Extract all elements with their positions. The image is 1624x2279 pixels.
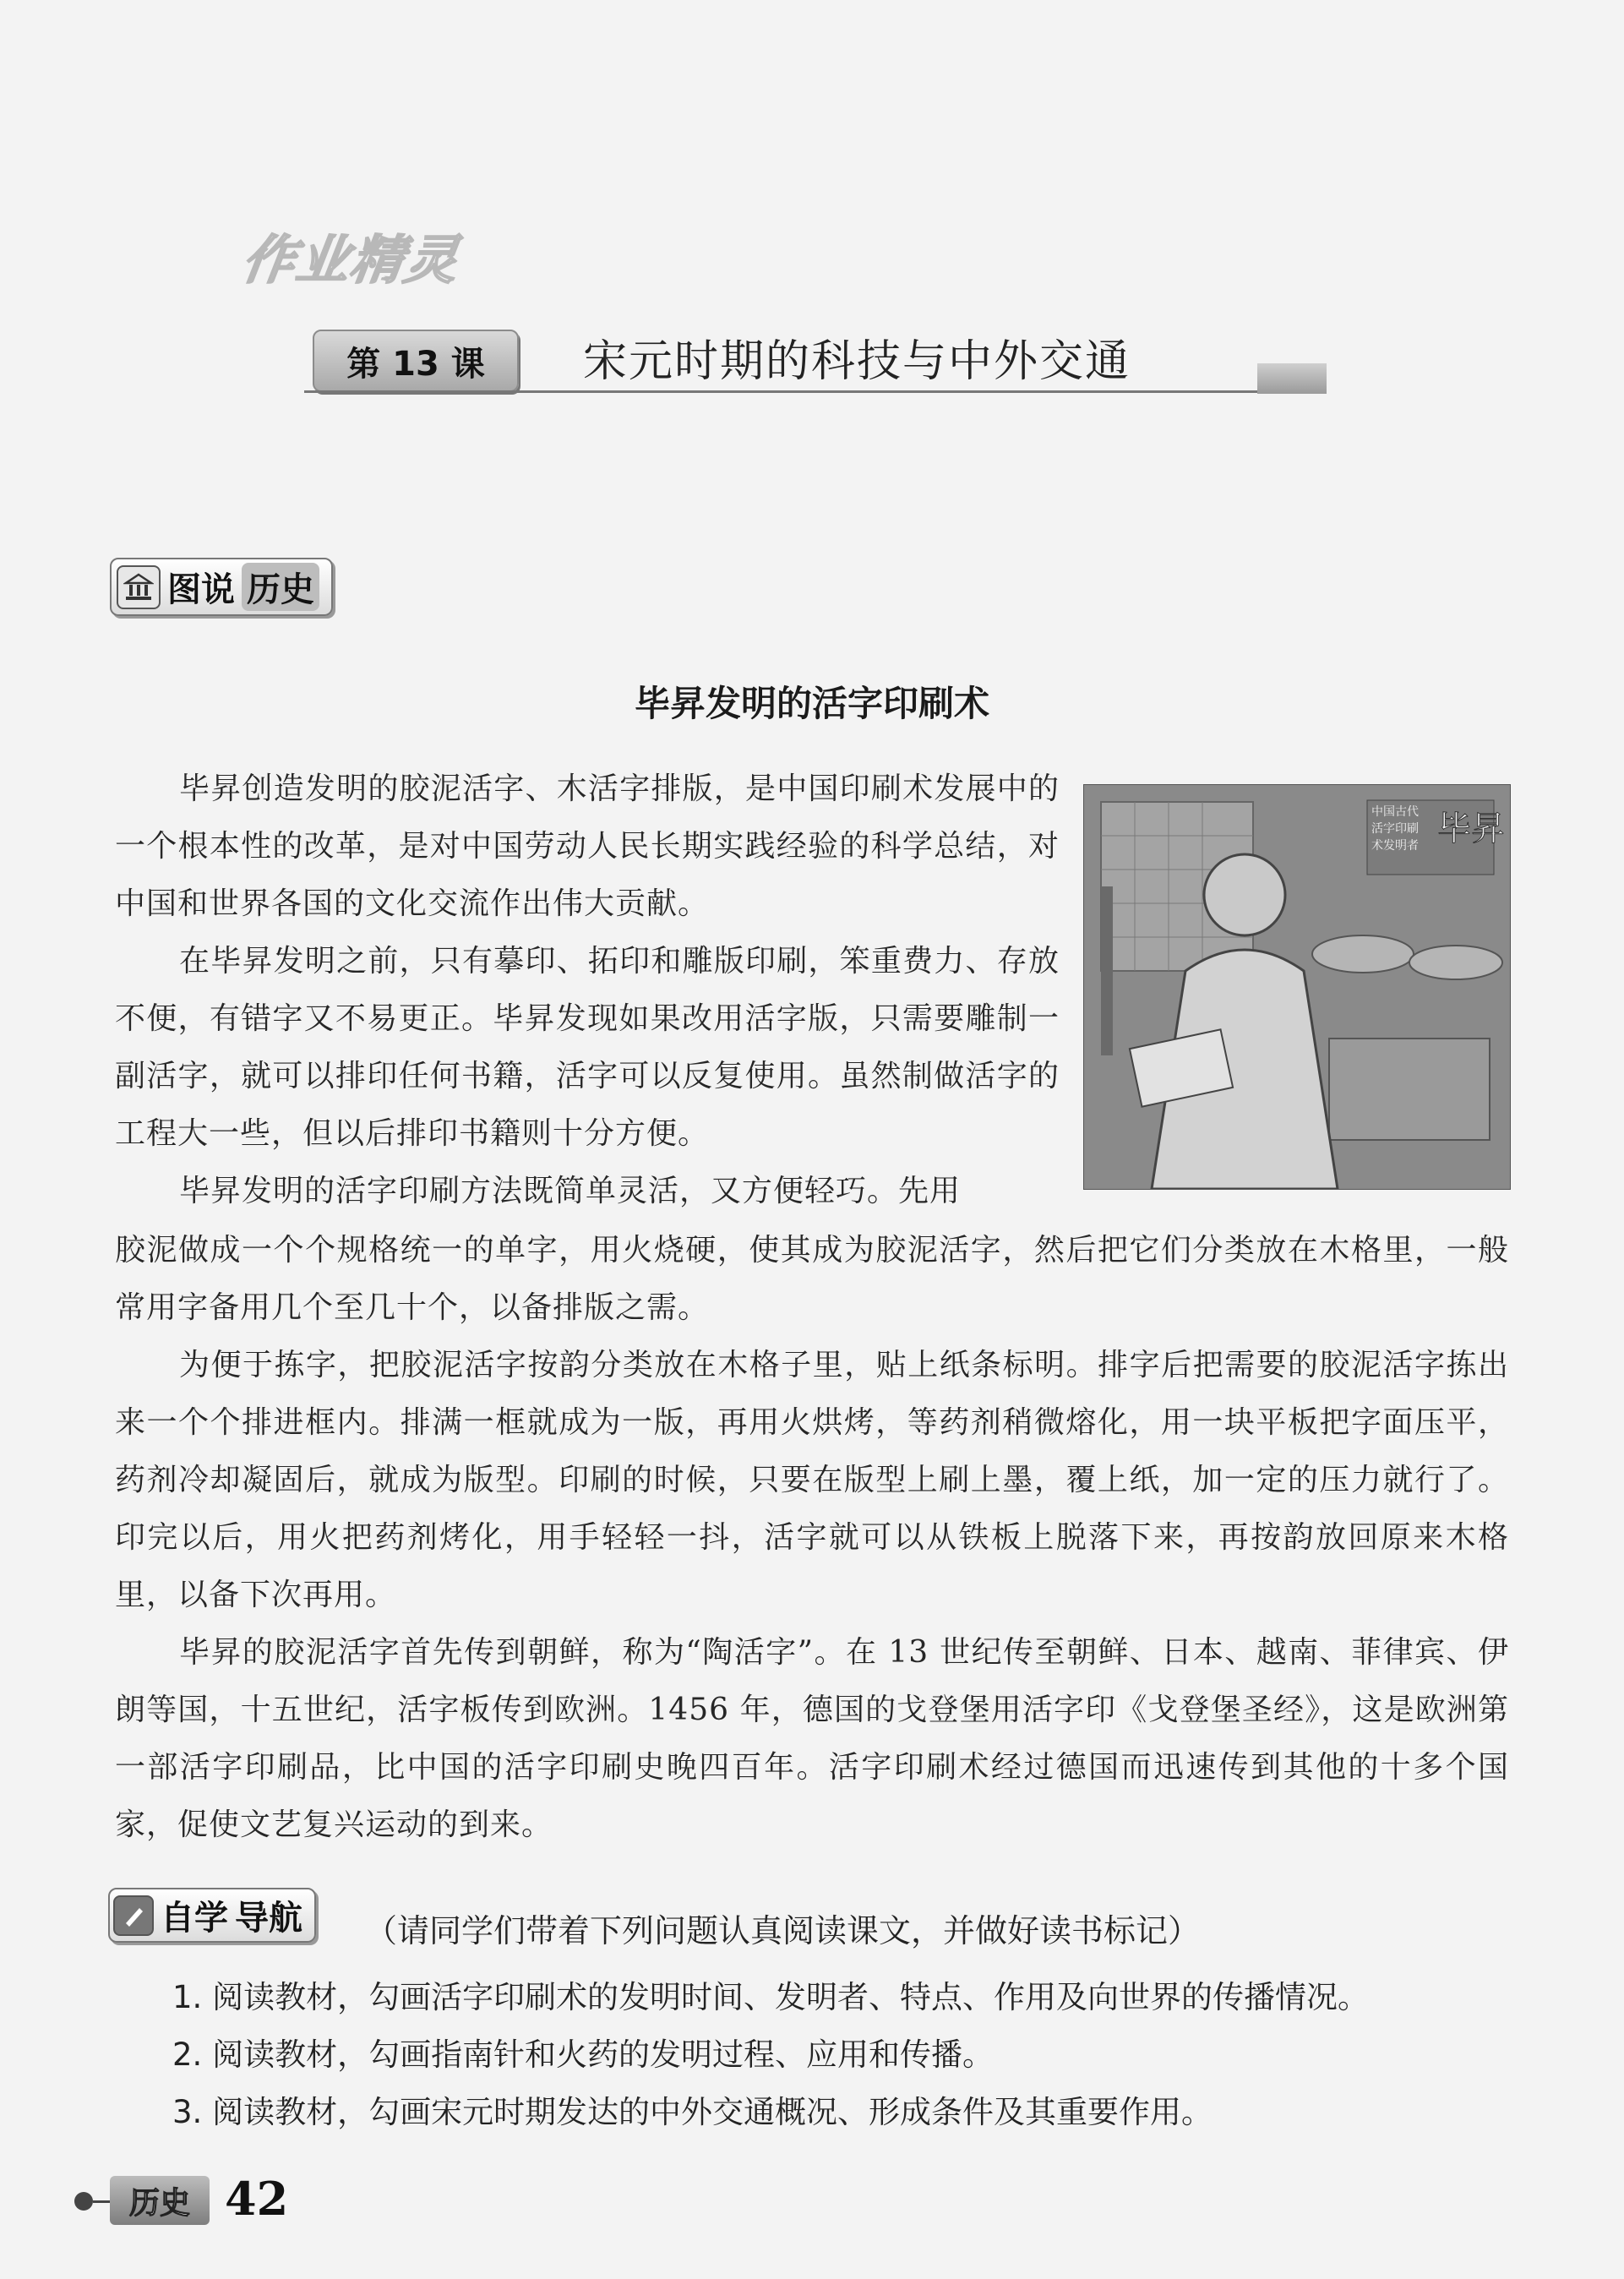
badge-label-b: 导航: [235, 1899, 302, 1938]
footer-rule: [93, 2200, 110, 2203]
badge-label-a: 图说: [167, 570, 235, 609]
paragraph: 在毕昇发明之前，只有摹印、拓印和雕版印刷，笨重费力、存放不便，有错字又不易更正。毕昇发现如果改用活字版，只需要雕制一副活字，就可以排印任何书籍，活字可以反复使用。虽然制做活字的工程大一些，但以后排印书籍则十分方便。: [115, 944, 1060, 1151]
section-badge-illustrated-history: [110, 558, 333, 616]
lesson-title: 宋元时期的科技与中外交通: [583, 336, 1131, 387]
pen-icon: [113, 1895, 154, 1936]
figure-label: 毕昇: [1437, 810, 1505, 848]
footer-subject-tag: 历史: [110, 2176, 210, 2225]
paragraph-partial: 毕昇发明的活字印刷方法既简单灵活，又方便轻巧。先用: [179, 1174, 962, 1208]
section-badge-self-study: [108, 1888, 316, 1943]
bi-sheng-illustration: [1083, 784, 1511, 1190]
question-item: 2. 阅读教材，勾画指南针和火药的发明过程、应用和传播。: [172, 2036, 995, 2073]
paragraph: 毕昇创造发明的胶泥活字、木活字排版，是中国印刷术发展中的一个根本性的改革，是对中国劳动人民长期实践经验的科学总结，对中国和世界各国的文化交流作出伟大贡献。: [115, 771, 1060, 921]
building-icon: [117, 565, 161, 609]
section-heading: 毕昇发明的活字印刷术: [634, 683, 989, 724]
figure-caption: 中国古代活字印刷术发明者: [1371, 805, 1419, 853]
question-item: 3. 阅读教材，勾画宋元时期发达的中外交通概况、形成条件及其重要作用。: [172, 2094, 1213, 2130]
question-item: 1. 阅读教材，勾画活字印刷术的发明时间、发明者、特点、作用及向世界的传播情况。: [172, 1979, 1370, 2015]
question-list: [172, 1969, 1524, 2141]
self-study-instruction: （请同学们带着下列问题认真阅读课文，并做好读书标记）: [365, 1912, 1201, 1949]
header-rule: [304, 390, 1293, 393]
paragraph-continued: 胶泥做成一个个规格统一的单字，用火烧硬，使其成为胶泥活字，然后把它们分类放在木格里，一般常用字备用几个至几十个，以备排版之需。: [115, 1233, 1509, 1325]
badge-label-a: 自学: [161, 1899, 228, 1938]
watermark-logo: 作业精灵: [238, 229, 464, 291]
header-decoration: [1257, 363, 1327, 394]
text-column-wrapped: [115, 761, 1060, 1220]
paragraph: 毕昇的胶泥活字首先传到朝鲜，称为“陶活字”。在 13 世纪传至朝鲜、日本、越南、菲律宾、伊朗等国，十五世纪，活字板传到欧洲。1456 年，德国的戈登堡用活字印《戈登堡圣经》，这是欧洲第一部活字印刷品，比中国的活字印刷史晚四百年。活字印刷术经过德国而迅速传到其他的十多个国家，促使文艺复兴运动的到来。: [115, 1635, 1509, 1842]
page-number: 42: [225, 2172, 289, 2226]
lesson-number-tag: 第 13 课: [313, 330, 519, 392]
paragraph: 为便于拣字，把胶泥活字按韵分类放在木格子里，贴上纸条标明。排字后把需要的胶泥活字拣出来一个个排进框内。排满一框就成为一版，再用火烘烤，等药剂稍微熔化，用一块平板把字面压平，药剂冷却凝固后，就成为版型。印刷的时候，只要在版型上刷上墨，覆上纸，加一定的压力就行了。印完以后，用火把药剂烤化，用手轻轻一抖，活字就可以从铁板上脱落下来，再按韵放回原来木格里，以备下次再用。: [115, 1348, 1509, 1612]
footer-dot: [74, 2192, 93, 2211]
badge-label-b: 历史: [242, 563, 319, 611]
text-column-full: [115, 1222, 1509, 1854]
